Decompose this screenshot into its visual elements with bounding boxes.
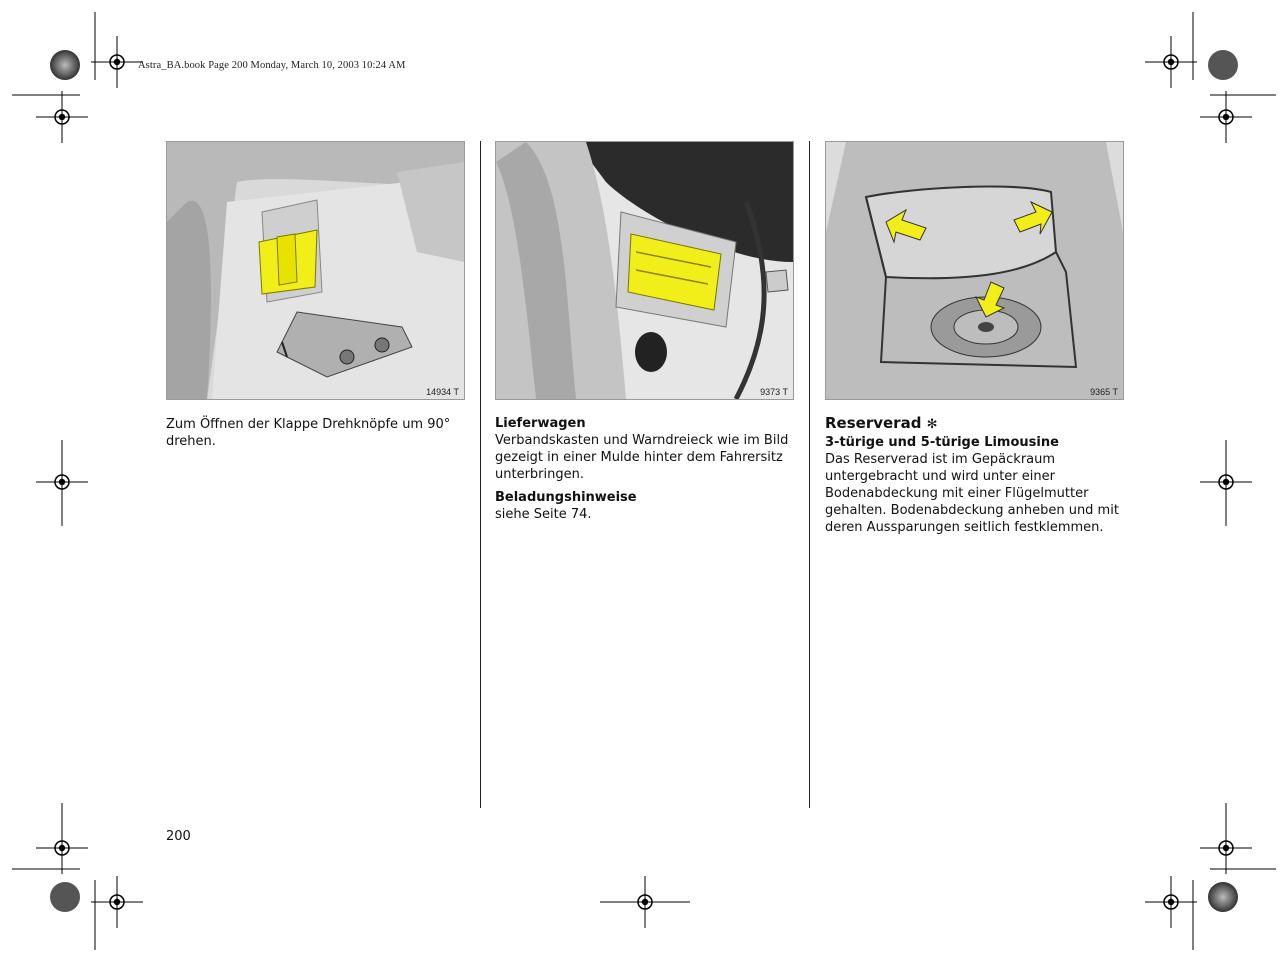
figure-number: 9373 T [760,387,788,397]
figure-spare-wheel [825,141,1124,400]
subheading-limousine: 3-türige und 5-türige Limousine [825,435,1059,450]
section-title-reserverad [825,414,1123,434]
first-aid-kit-illustration [496,142,793,399]
lieferwagen-paragraph: Verbandskasten und Warndreieck wie im Bild gezeigt in einer Mulde hinter dem Fahrersitz unterbringen. [495,433,789,482]
column-3-text [825,414,1123,536]
column-2-text [495,415,793,523]
column-divider [809,141,810,808]
spare-wheel-illustration [826,142,1123,399]
figure-number: 14934 T [426,387,459,397]
optional-equipment-symbol: ✻ [926,417,938,432]
page-number: 200 [166,829,191,844]
trunk-flap-illustration [167,142,464,399]
section-title: Reserverad [825,414,922,432]
reserverad-paragraph: Das Reserverad ist im Gepäckraum untergebracht und wird unter einer Bodenabdeckung mit einer Flügelmutter gehalten. Bodenabdeckung anheben und mit deren Aussparungen seitlich festklemmen. [825,452,1119,535]
flap-instruction: Zum Öffnen der Klappe Drehknöpfe um 90° drehen. [166,417,451,449]
figure-number: 9365 T [1090,387,1118,397]
column-divider [480,141,481,808]
heading-beladungshinweise: Beladungshinweise [495,490,637,505]
book-slug-line: Astra_BA.book Page 200 Monday, March 10, 2003 10:24 AM [138,60,406,71]
beladungshinweise-paragraph: siehe Seite 74. [495,507,592,522]
heading-lieferwagen: Lieferwagen [495,416,586,431]
figure-trunk-flap [166,141,465,400]
figure-first-aid-kit [495,141,794,400]
column-1-text [166,416,456,450]
